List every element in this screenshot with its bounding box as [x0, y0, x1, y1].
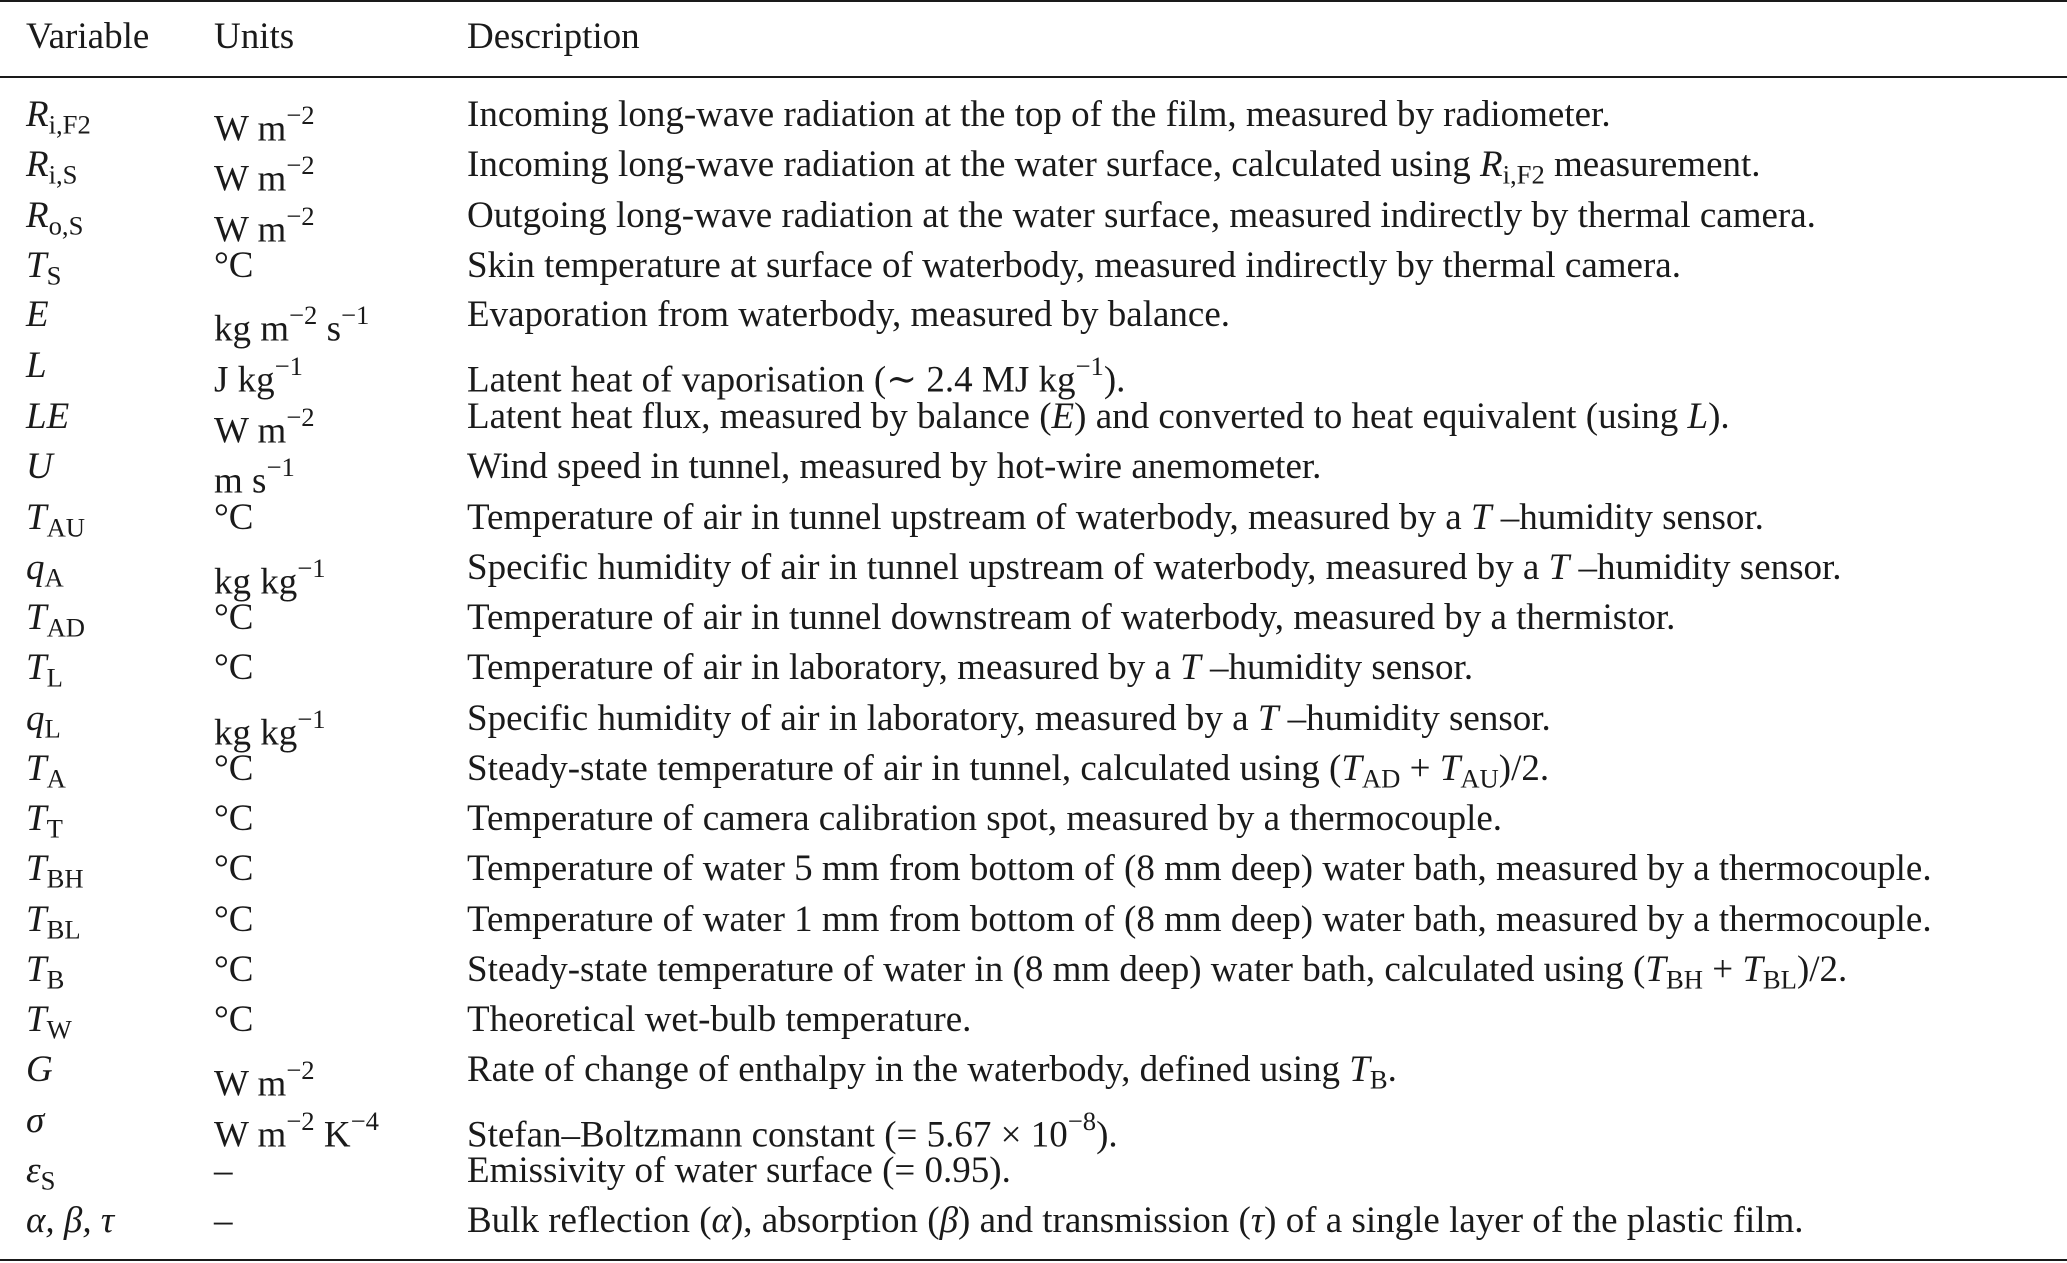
variable-cell: [26, 1045, 53, 1095]
units-cell: [214, 744, 253, 794]
variable-subscript: L: [46, 662, 63, 693]
table-row: [0, 241, 2067, 291]
description-text: Temperature of water 5 mm from bottom of (8 mm deep) water bath, measured by a thermocouple.: [467, 848, 1932, 889]
description-text: Latent heat of vaporisation (∼ 2.4 MJ kg: [467, 359, 1076, 401]
variable-subscript: AU: [46, 512, 86, 543]
variable-subscript: L: [44, 713, 61, 744]
units-exponent: −2: [286, 201, 315, 231]
table-row: [0, 1146, 2067, 1196]
table-header-rule: [0, 76, 2067, 78]
description-subscript: BH: [1665, 964, 1703, 995]
units-exponent: −2: [286, 100, 315, 130]
description-symbol: E: [1051, 396, 1075, 437]
table-top-rule: [0, 0, 2067, 2]
variable-symbol: σ: [26, 1100, 45, 1141]
units-text: kg kg: [214, 712, 298, 754]
table-row: [0, 140, 2067, 200]
description-cell: [467, 794, 1502, 844]
units-exponent: −2: [286, 150, 315, 180]
units-text: °C: [214, 748, 254, 789]
description-text: Skin temperature at surface of waterbody, measured indirectly by thermal camera.: [467, 245, 1681, 286]
variable-subscript: AD: [46, 612, 86, 643]
units-text: °C: [214, 597, 254, 638]
description-symbol: T: [1180, 647, 1201, 688]
description-text: Temperature of camera calibration spot, measured by a thermocouple.: [467, 798, 1503, 839]
description-text: Specific humidity of air in tunnel upstream of waterbody, measured by a: [467, 547, 1549, 588]
description-symbol: T: [1742, 949, 1763, 990]
description-text: Theoretical wet-bulb temperature.: [467, 999, 972, 1040]
units-text-b: s: [317, 308, 342, 350]
units-cell: [214, 995, 253, 1045]
table-row: [0, 1045, 2067, 1105]
description-symbol: τ: [1250, 1200, 1265, 1241]
description-text: measurement.: [1544, 144, 1761, 185]
units-text: °C: [214, 245, 254, 286]
units-text-b: K: [314, 1114, 351, 1156]
units-text: W m: [214, 410, 287, 452]
variable-subscript: BH: [46, 863, 84, 894]
units-cell: [214, 794, 253, 844]
units-exponent: −2: [286, 1106, 315, 1136]
table-row: [0, 694, 2067, 754]
variable-subscript: BL: [46, 914, 81, 945]
table-row: [0, 1196, 2067, 1246]
variable-subscript: W: [46, 1014, 72, 1045]
units-exponent-b: −4: [350, 1106, 379, 1136]
units-exponent: −1: [297, 553, 326, 583]
description-symbol: T: [1548, 547, 1570, 588]
variable-cell: [26, 290, 49, 340]
table-row: [0, 844, 2067, 894]
table-row: [0, 442, 2067, 502]
description-text: Stefan–Boltzmann constant (= 5.67 × 10: [467, 1114, 1068, 1156]
units-cell: [214, 895, 253, 945]
variable-cell: [26, 442, 53, 492]
variable-subscript: S: [46, 260, 62, 291]
description-cell: [467, 643, 1473, 693]
table-row: [0, 895, 2067, 945]
description-symbol: T: [1349, 1049, 1370, 1090]
table-row: [0, 643, 2067, 693]
units-text: –: [214, 1200, 233, 1241]
description-symbol: L: [1687, 396, 1709, 437]
units-text: kg kg: [214, 561, 298, 603]
variable-subscript: T: [46, 813, 63, 844]
description-text: ).: [1708, 396, 1730, 437]
header-description: Description: [467, 16, 640, 57]
units-exponent: −1: [266, 452, 295, 482]
description-subscript: i,F2: [1502, 159, 1545, 190]
variable-symbol: q: [26, 698, 45, 739]
header-variable: Variable: [26, 16, 150, 57]
description-symbol: T: [1257, 698, 1279, 739]
table-row: [0, 1096, 2067, 1156]
description-text: +: [1400, 748, 1440, 789]
description-symbol: T: [1341, 748, 1362, 789]
description-text: ) and transmission (: [958, 1200, 1251, 1241]
description-text: Incoming long-wave radiation at the water surface, calculated using: [467, 144, 1480, 185]
variable-symbol: T: [26, 798, 47, 839]
table-row: [0, 392, 2067, 452]
units-cell: [214, 844, 253, 894]
variable-symbol: T: [26, 899, 47, 940]
table-row: [0, 593, 2067, 643]
variable-symbol: L: [26, 345, 47, 386]
description-text: Evaporation from waterbody, measured by balance.: [467, 294, 1230, 335]
variable-subscript: B: [46, 964, 65, 995]
units-text: °C: [214, 497, 254, 538]
units-exponent: −1: [297, 704, 326, 734]
description-cell: [467, 493, 1764, 543]
description-symbol: T: [1439, 748, 1461, 789]
variable-symbol: T: [26, 245, 47, 286]
description-text: .: [1387, 1049, 1397, 1090]
description-cell: [467, 1146, 1011, 1196]
units-exponent-b: −1: [341, 300, 370, 330]
description-text: Temperature of air in tunnel upstream of waterbody, measured by a: [467, 497, 1471, 538]
table-row: [0, 543, 2067, 603]
variable-symbol: LE: [26, 396, 70, 437]
units-exponent: −2: [286, 402, 315, 432]
variable-symbol: E: [26, 294, 49, 335]
units-text: kg m: [214, 308, 290, 350]
units-text: °C: [214, 848, 254, 889]
variable-symbol: α, β, τ: [26, 1200, 115, 1241]
table-row: [0, 493, 2067, 543]
description-cell: [467, 895, 1932, 945]
description-text: ), absorption (: [730, 1200, 940, 1241]
units-cell: [214, 643, 253, 693]
units-text: °C: [214, 798, 254, 839]
variable-symbol: U: [26, 446, 53, 487]
table-row: [0, 290, 2067, 350]
description-cell: [467, 1196, 1804, 1246]
units-cell: [214, 945, 253, 995]
description-text: Wind speed in tunnel, measured by hot-wire anemometer.: [467, 446, 1322, 487]
variable-symbol: T: [26, 497, 47, 538]
variable-symbol: T: [26, 748, 47, 789]
description-symbol: T: [1645, 949, 1666, 990]
description-text: Emissivity of water surface (= 0.95).: [467, 1150, 1011, 1191]
variable-symbol: T: [26, 949, 47, 990]
units-cell: [214, 493, 253, 543]
units-text: °C: [214, 899, 254, 940]
description-text: +: [1702, 949, 1743, 990]
units-cell: [214, 1146, 233, 1196]
description-subscript: AD: [1361, 763, 1401, 794]
description-text: Steady-state temperature of water in (8 mm deep) water bath, calculated using (: [467, 949, 1646, 990]
description-cell: [467, 290, 1230, 340]
units-exponent: −1: [274, 351, 303, 381]
units-text: –: [214, 1150, 233, 1191]
variable-symbol: ε: [26, 1150, 41, 1191]
description-cell: [467, 241, 1681, 291]
description-text: )/2.: [1796, 949, 1848, 990]
description-cell: [467, 694, 1551, 744]
units-text: °C: [214, 999, 254, 1040]
variable-subscript: o,S: [48, 210, 84, 241]
table-row: [0, 995, 2067, 1045]
variable-symbol: T: [26, 597, 47, 638]
description-cell: [467, 844, 1932, 894]
units-exponent: −2: [286, 1055, 315, 1085]
units-text: °C: [214, 949, 254, 990]
units-text: °C: [214, 647, 254, 688]
description-text: Outgoing long-wave radiation at the water surface, measured indirectly by thermal camera.: [467, 195, 1816, 236]
variable-cell: [26, 392, 69, 442]
table-row: [0, 191, 2067, 251]
units-text: W m: [214, 1063, 287, 1105]
description-text: –humidity sensor.: [1200, 647, 1474, 688]
variable-subscript: S: [40, 1165, 56, 1196]
description-cell: [467, 543, 1842, 593]
header-units: Units: [214, 16, 295, 57]
units-exponent: −2: [289, 300, 318, 330]
description-cell: [467, 90, 1611, 140]
units-text: m s: [214, 460, 267, 502]
description-text: Temperature of air in laboratory, measured by a: [467, 647, 1181, 688]
table-row: [0, 90, 2067, 150]
variable-symbol: T: [26, 848, 47, 889]
description-subscript: B: [1369, 1064, 1388, 1095]
description-text: Latent heat flux, measured by balance (: [467, 396, 1052, 437]
variable-cell: [26, 341, 47, 391]
description-text: Rate of change of enthalpy in the waterbody, defined using: [467, 1049, 1350, 1090]
variable-cell: [26, 1096, 44, 1146]
units-text: W m: [214, 1114, 287, 1156]
variable-subscript: i,F2: [48, 109, 91, 140]
description-text: Specific humidity of air in laboratory, measured by a: [467, 698, 1258, 739]
variable-symbol: R: [26, 144, 49, 185]
units-cell: [214, 241, 253, 291]
units-cell: [214, 1196, 233, 1246]
description-text: –humidity sensor.: [1278, 698, 1551, 739]
description-symbol: T: [1470, 497, 1492, 538]
variable-symbol: R: [26, 94, 49, 135]
description-cell: [467, 191, 1816, 241]
description-text: Incoming long-wave radiation at the top of the film, measured by radiometer.: [467, 94, 1611, 135]
table-bottom-rule: [0, 1259, 2067, 1261]
description-symbol: α: [711, 1200, 731, 1241]
description-text: Temperature of water 1 mm from bottom of (8 mm deep) water bath, measured by a thermocouple.: [467, 899, 1932, 940]
description-symbol: R: [1479, 144, 1503, 185]
variable-symbol: T: [26, 999, 47, 1040]
variable-symbol: R: [26, 195, 49, 236]
variable-symbol: G: [26, 1049, 53, 1090]
table-row: [0, 744, 2067, 794]
table-row: [0, 341, 2067, 401]
description-text: ).: [1096, 1114, 1118, 1156]
variable-cell: [26, 1196, 114, 1246]
description-text: )/2.: [1498, 748, 1550, 789]
units-text: W m: [214, 209, 287, 251]
description-subscript: AU: [1460, 763, 1499, 794]
description-cell: [467, 995, 971, 1045]
description-text: ) and converted to heat equivalent (using: [1074, 396, 1688, 437]
description-exponent: −1: [1075, 351, 1104, 381]
units-text: J kg: [214, 359, 275, 401]
description-subscript: BL: [1762, 964, 1797, 995]
variable-symbol: T: [26, 647, 47, 688]
units-text: W m: [214, 158, 287, 200]
variable-subscript: i,S: [48, 159, 78, 190]
description-symbol: β: [939, 1200, 958, 1241]
variable-symbol: q: [26, 547, 45, 588]
description-exponent: −8: [1067, 1106, 1097, 1136]
variable-subscript: A: [44, 562, 64, 593]
table-row: [0, 945, 2067, 995]
description-text: –humidity sensor.: [1491, 497, 1764, 538]
description-cell: [467, 593, 1675, 643]
description-text: Steady-state temperature of air in tunnel, calculated using (: [467, 748, 1342, 789]
units-cell: [214, 593, 253, 643]
units-text: W m: [214, 108, 287, 150]
description-cell: [467, 442, 1321, 492]
description-text: Bulk reflection (: [467, 1200, 712, 1241]
description-text: –humidity sensor.: [1569, 547, 1842, 588]
table-row: [0, 794, 2067, 844]
variable-subscript: A: [46, 763, 66, 794]
description-text: ).: [1103, 359, 1126, 401]
description-text: ) of a single layer of the plastic film.: [1264, 1200, 1804, 1241]
description-cell: [467, 392, 1730, 442]
description-text: Temperature of air in tunnel downstream of waterbody, measured by a thermistor.: [467, 597, 1676, 638]
